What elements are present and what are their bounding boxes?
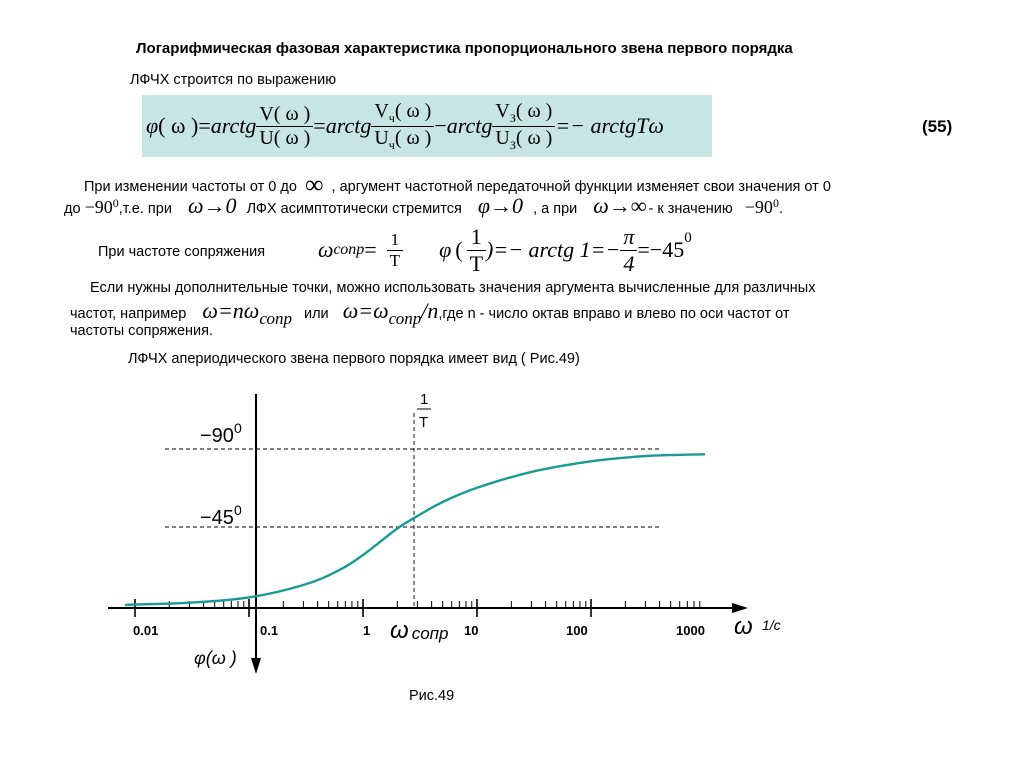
- y-tick-label-minus-90: $-90^0$: [200, 420, 242, 447]
- formula-tail: =− arctgTω: [555, 113, 664, 138]
- conj-eq: =: [364, 237, 377, 262]
- x-axis-arrow: [732, 603, 748, 613]
- formula-minus: −: [434, 113, 447, 138]
- p1-text-3: до: [64, 201, 81, 217]
- paragraph-2-line-1: Если нужны дополнительные точки, можно использовать значения аргумента вычисленные для различных: [90, 280, 816, 296]
- fraction-denominator: T: [389, 250, 401, 270]
- p1-text-7: - к значению: [648, 201, 733, 217]
- omega-to-infinity: ω→∞: [593, 193, 647, 218]
- intro-text: ЛФЧХ строится по выражению: [130, 72, 337, 88]
- vch-sub: ч: [388, 110, 395, 125]
- phase-curve: [125, 454, 705, 605]
- figure-caption: Рис.49: [409, 688, 455, 704]
- conj-omega-sub: сопр: [333, 241, 365, 258]
- x-tick-label: 1000: [676, 623, 705, 638]
- page-title: Логарифмическая фазовая характеристика пропорционального звена первого порядка: [136, 40, 793, 57]
- fraction-denominator: 4: [623, 250, 635, 276]
- formula-lhs-arg: ( ω ): [158, 113, 199, 138]
- x-tick-label: 10: [464, 623, 479, 638]
- x-tick-label: 0.1: [260, 623, 279, 638]
- fraction-numerator: 1: [467, 224, 486, 250]
- conj-phi: φ: [439, 237, 452, 262]
- p2-text-b: или: [303, 306, 329, 322]
- fraction-numerator: 1: [387, 230, 403, 251]
- paragraph-2-line-3: частоты сопряжения.: [70, 323, 214, 339]
- uch-sub: ч: [388, 137, 395, 152]
- deg-a: 0: [112, 196, 119, 211]
- formula-eq-2: =: [313, 113, 326, 138]
- corner-omega: ω сопр: [390, 617, 449, 644]
- fraction-numerator: π: [620, 224, 637, 250]
- x-axis-omega: ω: [734, 613, 753, 640]
- uz-letter: U: [495, 126, 510, 149]
- x-tick-label: 0.01: [133, 623, 159, 638]
- p1-text-4: ,т.е. при: [118, 201, 172, 217]
- uz-sub: З: [509, 137, 516, 152]
- p1-text-2: , аргумент частотной передаточной функции изменяет свои значения от 0: [331, 179, 831, 195]
- formula-phi: φ: [146, 113, 159, 138]
- conj-result: =−45: [637, 237, 685, 262]
- marker-label-one: 1: [420, 391, 429, 408]
- y-axis-arrow: [251, 658, 261, 674]
- p1-text-5: ЛФХ асимптотически стремится: [246, 201, 462, 217]
- marker-label-t: T: [419, 414, 429, 431]
- omega-conj-over-n: ω=ω: [342, 298, 389, 323]
- formula-arctg-3: arctg: [446, 113, 493, 138]
- uch-arg: ( ω ): [394, 126, 432, 149]
- y-tick-label-minus-45: $-45^0$: [200, 502, 242, 529]
- omega-to-zero: ω→0: [187, 193, 237, 218]
- x-axis-unit: 1/с: [762, 617, 781, 633]
- figure-intro: ЛФЧХ апериодического звена первого порядка имеет вид ( Рис.49): [128, 351, 580, 367]
- vz-letter: V: [495, 99, 510, 122]
- minus-90-b: −90: [744, 197, 773, 217]
- conj-label: При частоте сопряжения: [98, 244, 266, 260]
- conj-lparen: (: [455, 237, 463, 262]
- uz-arg: ( ω ): [515, 126, 553, 149]
- formula-eq: =: [198, 113, 211, 138]
- p1-text-6: , а при: [533, 201, 578, 217]
- omega-n-conj-sub: сопр: [259, 309, 292, 328]
- x-tick-label: 100: [566, 623, 588, 638]
- vch-letter: V: [374, 99, 389, 122]
- p2-text-c: ,где n - число октав вправо и влево по оси частот от: [438, 306, 790, 322]
- formula-arctg-1: arctg: [210, 113, 257, 138]
- fraction-denominator: U( ω ): [259, 126, 311, 149]
- equation-number: (55): [922, 117, 953, 136]
- p1-dot: .: [778, 201, 783, 217]
- x-tick-label: 1: [363, 623, 371, 638]
- conj-omega: ω: [318, 237, 334, 262]
- omega-conj-over-n-tail: /n: [421, 298, 439, 323]
- uch-letter: U: [374, 126, 389, 149]
- p1-text-1: При изменении частоты от 0 до: [84, 179, 297, 195]
- vz-sub: З: [509, 110, 516, 125]
- y-axis-label: φ(ω ): [194, 648, 237, 668]
- p2-text-a: частот, например: [70, 306, 187, 322]
- deg-b: 0: [772, 196, 779, 211]
- omega-conj-over-n-sub: сопр: [388, 309, 422, 328]
- vch-arg: ( ω ): [394, 99, 432, 122]
- minus-90-a: −90: [84, 197, 113, 217]
- omega-n-conj: ω=nω: [202, 298, 260, 323]
- infinity-symbol: ∞: [304, 170, 324, 199]
- phi-to-zero: φ→0: [477, 193, 524, 218]
- conj-deg: 0: [684, 230, 692, 246]
- formula-arctg-2: arctg: [325, 113, 372, 138]
- fraction-denominator: T: [469, 250, 484, 276]
- fraction-numerator: V( ω ): [256, 103, 313, 127]
- conj-rhs: )=− arctg 1=−: [486, 237, 621, 262]
- vz-arg: ( ω ): [515, 99, 553, 122]
